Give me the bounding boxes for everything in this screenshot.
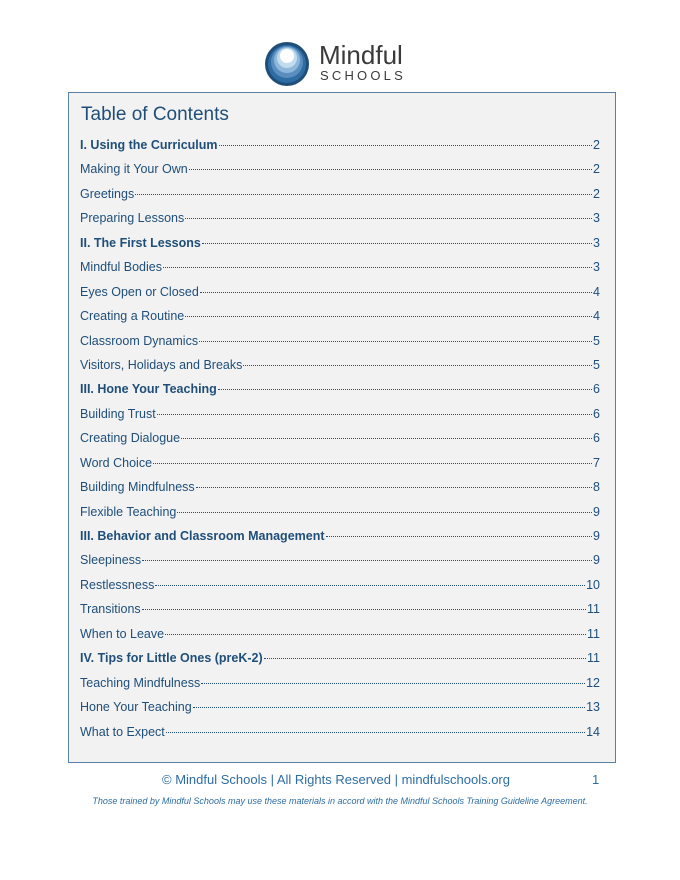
toc-entry-page: 13 — [586, 700, 600, 715]
toc-entry-label: II. The First Lessons — [80, 235, 201, 250]
toc-entry-page: 9 — [593, 504, 600, 519]
toc-entry[interactable] — [80, 500, 600, 524]
toc-dot-leader — [142, 609, 586, 610]
toc-entry-label: Restlessness — [80, 577, 155, 592]
toc-entry-label: Creating Dialogue — [80, 431, 181, 446]
toc-entry[interactable] — [80, 402, 600, 426]
footer-copyright: © Mindful Schools | All Rights Reserved | mindfulschools.org — [162, 772, 510, 787]
toc-entry-page: 4 — [593, 309, 600, 324]
table-of-contents — [68, 92, 616, 763]
toc-entry-page: 7 — [593, 455, 600, 470]
toc-entry[interactable] — [80, 304, 600, 328]
toc-entry-label: III. Hone Your Teaching — [80, 382, 217, 397]
toc-entry-label: IV. Tips for Little Ones (preK-2) — [80, 651, 263, 666]
toc-entry-label: Sleepiness — [80, 553, 142, 568]
toc-entry-label: Transitions — [80, 602, 141, 617]
toc-entry-label: I. Using the Curriculum — [80, 138, 218, 152]
toc-entry[interactable] — [80, 255, 600, 279]
toc-entry-label: Hone Your Teaching — [80, 700, 192, 715]
logo-mark-icon — [264, 41, 310, 87]
toc-entry[interactable] — [80, 157, 600, 181]
toc-dot-leader — [163, 267, 592, 268]
toc-entry-page: 5 — [593, 357, 600, 372]
toc-entry-page: 11 — [587, 626, 600, 641]
logo-subword: SCHOOLS — [320, 68, 406, 83]
toc-list — [80, 133, 600, 744]
toc-entry-page: 2 — [593, 138, 600, 152]
toc-entry-label: Greetings — [80, 186, 135, 201]
toc-dot-leader — [166, 732, 585, 733]
toc-entry-label: Classroom Dynamics — [80, 333, 199, 348]
toc-dot-leader — [218, 389, 592, 390]
toc-dot-leader — [264, 658, 586, 659]
toc-entry-label: Creating a Routine — [80, 309, 185, 324]
toc-entry-label: Building Mindfulness — [80, 480, 195, 495]
toc-entry-page: 9 — [593, 529, 600, 543]
toc-entry[interactable] — [80, 646, 600, 670]
toc-entry-page: 14 — [586, 724, 600, 739]
toc-dot-leader — [243, 365, 592, 366]
toc-entry-page: 12 — [586, 675, 600, 690]
toc-dot-leader — [185, 218, 592, 219]
toc-dot-leader — [189, 169, 592, 170]
toc-entry-label: Mindful Bodies — [80, 260, 162, 275]
toc-entry[interactable] — [80, 231, 600, 255]
toc-entry-page: 2 — [593, 186, 600, 201]
toc-entry[interactable] — [80, 573, 600, 597]
toc-entry-label: Making it Your Own — [80, 162, 188, 177]
toc-entry[interactable] — [80, 133, 600, 157]
toc-entry-label: Teaching Mindfulness — [80, 675, 201, 690]
toc-dot-leader — [326, 536, 593, 537]
toc-entry-page: 8 — [593, 480, 600, 495]
toc-dot-leader — [153, 463, 592, 464]
toc-entry[interactable] — [80, 426, 600, 450]
toc-dot-leader — [200, 292, 592, 293]
footer-page-number: 1 — [592, 772, 600, 787]
toc-dot-leader — [177, 512, 592, 513]
toc-entry-page: 11 — [587, 651, 600, 666]
toc-entry-label: Visitors, Holidays and Breaks — [80, 357, 243, 372]
toc-entry-label: Eyes Open or Closed — [80, 284, 199, 299]
toc-title: Table of Contents — [81, 104, 229, 125]
toc-entry[interactable] — [80, 671, 600, 695]
toc-entry-label: Word Choice — [80, 455, 153, 470]
toc-dot-leader — [219, 145, 593, 146]
toc-entry-page: 3 — [593, 211, 600, 226]
toc-entry-page: 6 — [593, 406, 600, 421]
toc-entry[interactable] — [80, 524, 600, 548]
toc-entry-label: Building Trust — [80, 406, 156, 421]
toc-dot-leader — [165, 634, 586, 635]
toc-entry[interactable] — [80, 280, 600, 304]
toc-dot-leader — [135, 194, 592, 195]
toc-entry[interactable] — [80, 548, 600, 572]
toc-entry[interactable] — [80, 475, 600, 499]
toc-entry[interactable] — [80, 597, 600, 621]
logo-word: Mindful — [319, 40, 403, 70]
toc-dot-leader — [201, 683, 585, 684]
toc-entry[interactable] — [80, 377, 600, 401]
toc-entry[interactable] — [80, 353, 600, 377]
toc-entry-page: 10 — [586, 577, 600, 592]
toc-entry-page: 6 — [593, 382, 600, 397]
footer-note: Those trained by Mindful Schools may use these materials in accord with the Mindful Schools Training Guideline Agreement. — [92, 796, 588, 806]
toc-entry-page: 5 — [593, 333, 600, 348]
toc-entry-label: When to Leave — [80, 626, 165, 641]
toc-dot-leader — [157, 414, 592, 415]
toc-entry[interactable] — [80, 695, 600, 719]
toc-dot-leader — [155, 585, 585, 586]
toc-entry[interactable] — [80, 206, 600, 230]
toc-entry-page: 3 — [593, 235, 600, 250]
toc-entry-page: 3 — [593, 260, 600, 275]
toc-entry[interactable] — [80, 720, 600, 744]
toc-entry-label: Flexible Teaching — [80, 504, 177, 519]
toc-entry-page: 2 — [593, 162, 600, 177]
toc-dot-leader — [202, 243, 592, 244]
toc-dot-leader — [199, 341, 592, 342]
toc-entry-page: 11 — [587, 602, 600, 617]
toc-entry-page: 6 — [593, 431, 600, 446]
toc-entry-page: 9 — [593, 553, 600, 568]
toc-entry-label: III. Behavior and Classroom Management — [80, 529, 325, 543]
toc-entry-label: What to Expect — [80, 724, 165, 739]
toc-entry[interactable] — [80, 329, 600, 353]
toc-dot-leader — [142, 560, 592, 561]
toc-entry[interactable] — [80, 451, 600, 475]
toc-entry[interactable] — [80, 182, 600, 206]
toc-dot-leader — [196, 487, 592, 488]
toc-entry-page: 4 — [593, 284, 600, 299]
toc-dot-leader — [181, 438, 592, 439]
toc-dot-leader — [193, 707, 585, 708]
toc-entry-label: Preparing Lessons — [80, 211, 185, 226]
mindful-schools-logo — [264, 40, 424, 88]
toc-entry[interactable] — [80, 622, 600, 646]
toc-dot-leader — [185, 316, 592, 317]
